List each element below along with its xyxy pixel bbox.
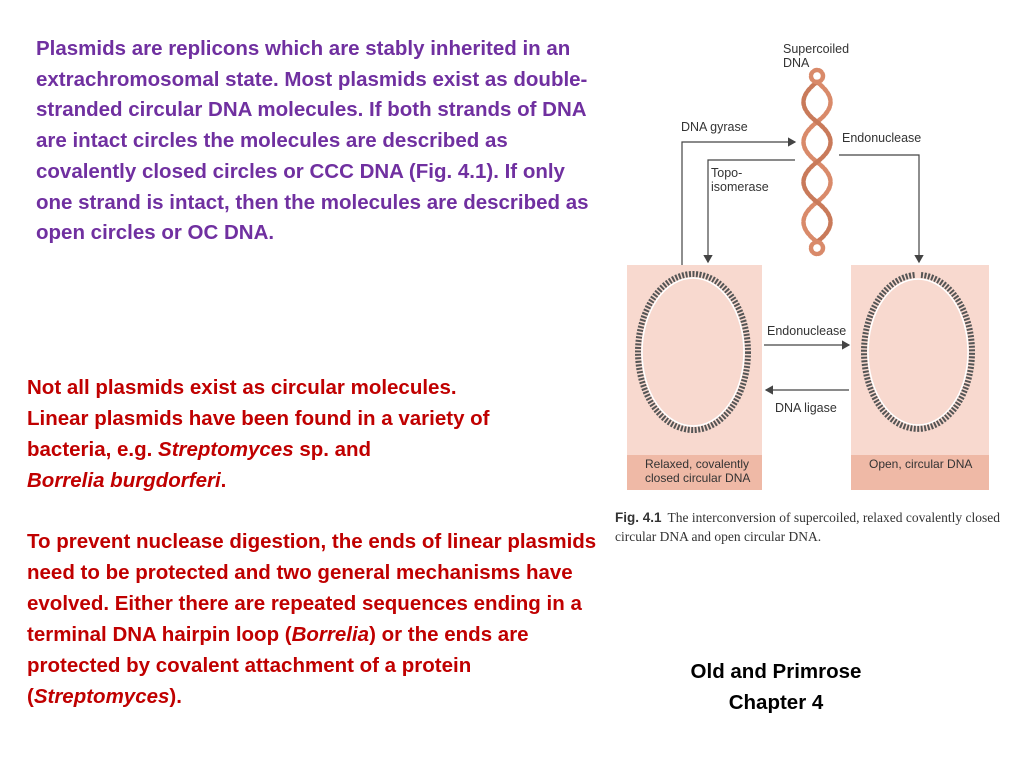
label-open-circular: Open, circular DNA — [869, 457, 973, 471]
streptomyces-italic-2: Streptomyces — [33, 685, 170, 708]
linear-line-4: Borrelia burgdorferi. — [27, 469, 227, 492]
linear-line-2: Linear plasmids have been found in a variety of — [27, 407, 490, 430]
figure-diagram — [605, 30, 1005, 500]
label-endonuclease-top: Endonuclease — [842, 131, 922, 145]
supercoiled-dna-helix — [804, 70, 831, 254]
linear-line-3: bacteria, e.g. Streptomyces sp. and — [27, 438, 372, 461]
label-dna-gyrase: DNA gyrase — [681, 120, 748, 134]
source-credit: Old and Primrose Chapter 4 — [690, 660, 862, 714]
linear-line-1: Not all plasmids exist as circular molecules. — [27, 376, 457, 399]
borrelia-burgdorferi-italic: Borrelia burgdorferi — [27, 469, 221, 492]
borrelia-italic: Borrelia — [291, 623, 370, 646]
label-endonuclease-mid: Endonuclease — [767, 324, 847, 338]
endonuclease-top-arrow — [839, 155, 919, 262]
label-topoisomerase: Topo- isomerase — [711, 166, 769, 194]
label-relaxed-ccc: Relaxed, covalently closed circular DNA — [645, 457, 751, 485]
label-supercoiled: Supercoiled DNA — [783, 42, 850, 70]
intro-paragraph: Plasmids are replicons which are stably inherited in an extrachromosomal state. Most plasmids exist as double-stranded circular DNA molecules. If both strands of DNA are intact circles the molecules are described as covalently closed circles or CCC DNA (Fig. 4.1). If only one strand is intact, then the molecules are described as open circles or OC DNA. — [36, 37, 589, 245]
nuclease-protection-paragraph: To prevent nuclease digestion, the ends of linear plasmids need to be protected and two general mechanisms have evolved. Either there are repeated sequences ending in a terminal DNA hairpin loop (Borrelia) or the ends are protected by covalent attachment of a protein (Streptomyces). — [27, 530, 597, 708]
figure-caption: Fig. 4.1 The interconversion of supercoiled, relaxed covalently closed circular DNA and open circular DNA. — [615, 510, 1001, 544]
streptomyces-italic: Streptomyces — [158, 438, 294, 461]
fig-4-1 — [605, 30, 1005, 560]
linear-plasmids-text — [27, 372, 607, 712]
label-dna-ligase: DNA ligase — [775, 401, 837, 415]
